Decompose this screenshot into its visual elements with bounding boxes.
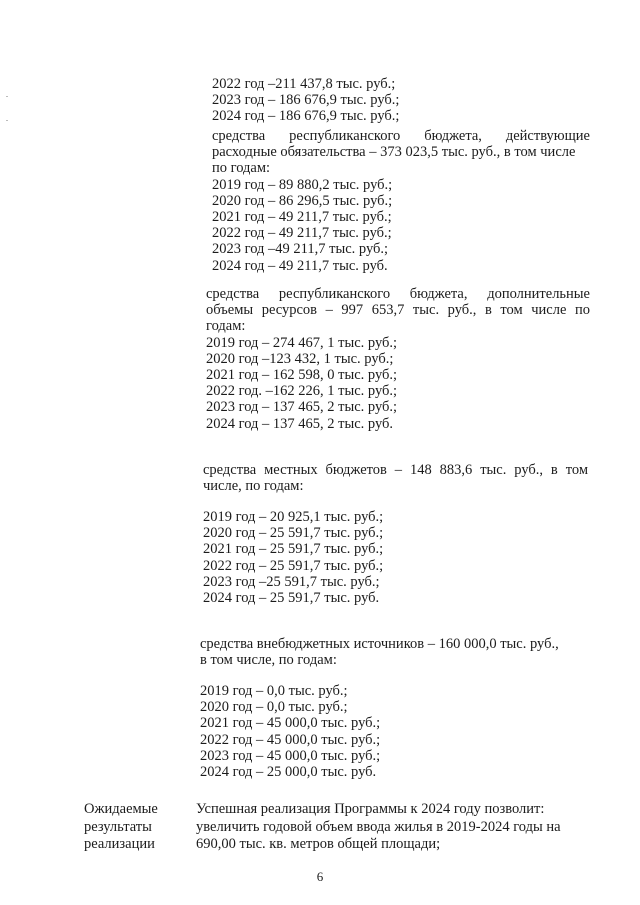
- page-number: 6: [316, 869, 324, 884]
- year-line: 2024 год – 137 465, 2 тыс. руб.: [206, 415, 394, 432]
- year-line: 2022 год –211 437,8 тыс. руб.;: [212, 76, 396, 92]
- paragraph-line: средства республиканского бюджета, дополнительные: [206, 286, 590, 302]
- year-line: 2023 год –25 591,7 тыс. руб.;: [203, 573, 380, 590]
- year-line: 2023 год – 186 676,9 тыс. руб.;: [212, 92, 400, 109]
- year-line: 2024 год – 25 000,0 тыс. руб.: [200, 764, 377, 781]
- year-line: 2019 год – 20 925,1 тыс. руб.;: [203, 509, 384, 525]
- year-line: 2020 год – 86 296,5 тыс. руб.;: [212, 192, 393, 209]
- year-line: 2022 год – 49 211,7 тыс. руб.;: [212, 225, 392, 242]
- year-line: 2021 год – 49 211,7 тыс. руб.;: [212, 209, 392, 226]
- year-line: 2024 год – 49 211,7 тыс. руб.: [212, 257, 388, 274]
- results-line: Успешная реализация Программы к 2024 году позволит:: [196, 801, 545, 817]
- year-line: 2022 год – 25 591,7 тыс. руб.;: [203, 557, 384, 574]
- expected-results-text: [196, 801, 596, 854]
- paragraph-line: числе, по годам:: [203, 478, 304, 495]
- label-line: Ожидаемые: [84, 801, 158, 817]
- scan-speck: [6, 120, 8, 121]
- year-line: 2021 год – 45 000,0 тыс. руб.;: [200, 715, 381, 732]
- paragraph-line: расходные обязательства – 373 023,5 тыс. руб., в том числе: [212, 144, 576, 161]
- paragraph-line: по годам:: [212, 160, 271, 177]
- scan-speck: [6, 96, 8, 97]
- year-line: 2021 год – 162 598, 0 тыс. руб.;: [206, 367, 398, 384]
- paragraph-line: средства республиканского бюджета, действующие: [212, 128, 590, 144]
- year-line: 2021 год – 25 591,7 тыс. руб.;: [203, 541, 384, 558]
- year-line: 2020 год – 0,0 тыс. руб.;: [200, 699, 348, 716]
- year-line: 2022 год. –162 226, 1 тыс. руб.;: [206, 383, 398, 400]
- results-line: 690,00 тыс. кв. метров общей площади;: [196, 836, 441, 852]
- section-republican-current: [212, 128, 590, 274]
- year-line: 2019 год – 0,0 тыс. руб.;: [200, 683, 348, 699]
- year-line: 2019 год – 89 880,2 тыс. руб.;: [212, 176, 393, 193]
- year-line: 2020 год – 25 591,7 тыс. руб.;: [203, 525, 384, 542]
- label-line: результаты: [84, 818, 152, 835]
- section-local-budgets: [203, 462, 588, 494]
- year-line: 2023 год – 45 000,0 тыс. руб.;: [200, 747, 381, 764]
- paragraph-line: в том числе, по годам:: [200, 652, 337, 669]
- label-line: реализации: [84, 836, 155, 852]
- section-federal-continuation: [212, 76, 612, 125]
- year-line: 2019 год – 274 467, 1 тыс. руб.;: [206, 334, 398, 351]
- year-line: 2024 год – 186 676,9 тыс. руб.;: [212, 108, 400, 125]
- section-extrabudgetary: [200, 636, 590, 668]
- year-line: 2023 год –49 211,7 тыс. руб.;: [212, 241, 389, 258]
- year-line: 2022 год – 45 000,0 тыс. руб.;: [200, 731, 381, 748]
- paragraph-line: годам:: [206, 318, 246, 335]
- year-line: 2020 год –123 432, 1 тыс. руб.;: [206, 350, 394, 367]
- year-line: 2024 год – 25 591,7 тыс. руб.: [203, 590, 380, 607]
- section-local-budgets-years: [203, 509, 603, 606]
- paragraph-line: объемы ресурсов – 997 653,7 тыс. руб., в том числе по: [206, 302, 590, 319]
- section-extrabudgetary-years: [200, 683, 600, 780]
- paragraph-line: средства внебюджетных источников – 160 000,0 тыс. руб.,: [200, 636, 559, 652]
- results-line: увеличить годовой объем ввода жилья в 2019-2024 годы на: [196, 818, 561, 835]
- expected-results-label: [84, 801, 184, 854]
- section-republican-additional: [206, 286, 590, 432]
- paragraph-line: средства местных бюджетов – 148 883,6 тыс. руб., в том: [203, 462, 588, 478]
- year-line: 2023 год – 137 465, 2 тыс. руб.;: [206, 399, 398, 416]
